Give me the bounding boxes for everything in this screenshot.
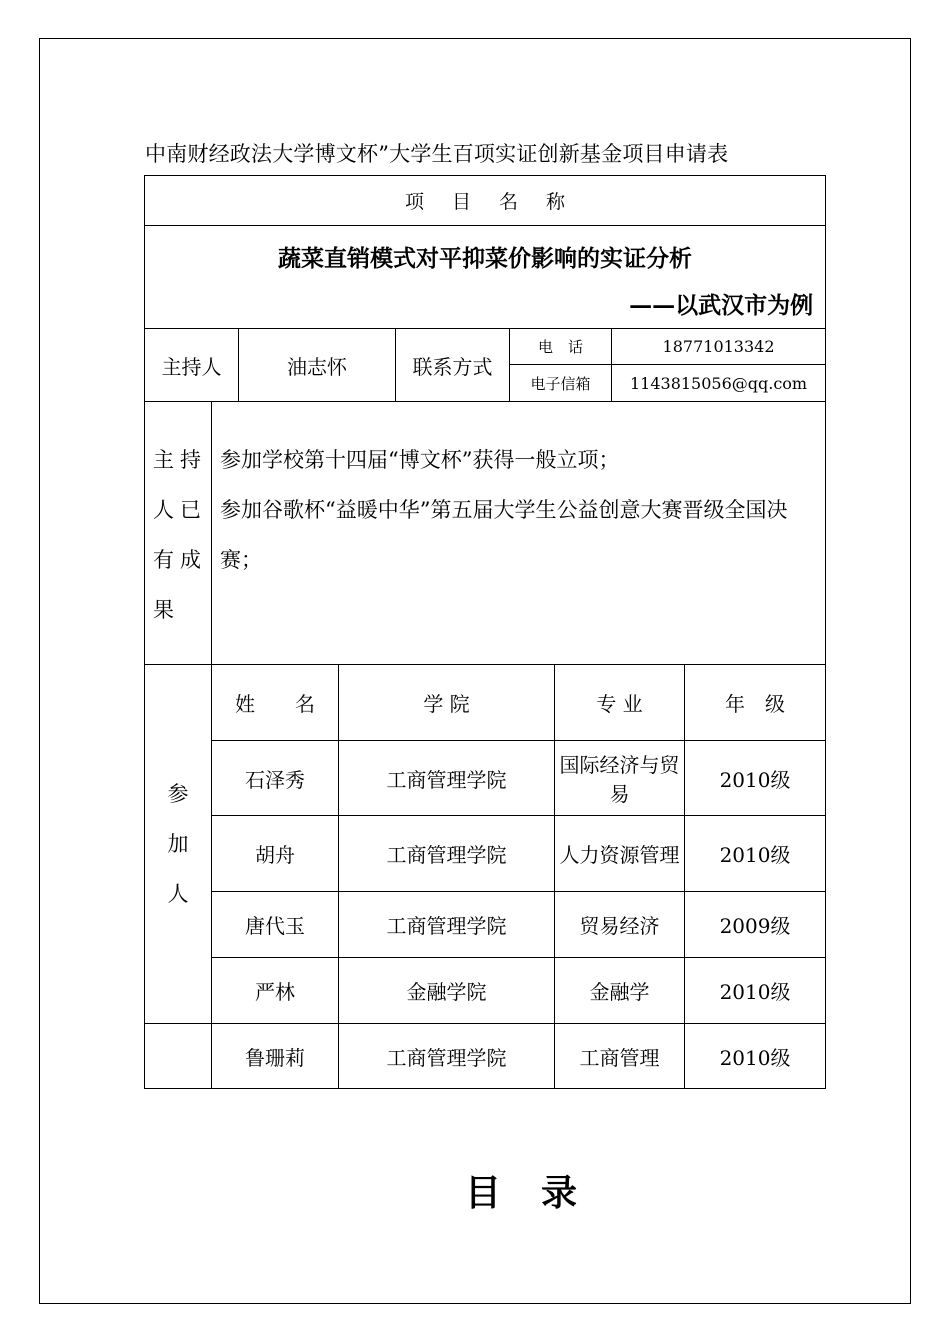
participants-label — [145, 665, 212, 1024]
header-college: 学 院 — [339, 665, 555, 741]
host-row-phone — [145, 329, 826, 365]
participants-label-char: 参 — [167, 782, 189, 806]
achievement-item: 参加谷歌杯“益暖中华”第五届大学生公益创意大赛晋级全国决赛； — [220, 498, 788, 572]
participant-grade: 2009级 — [685, 892, 826, 958]
form-title: 中南财经政法大学博文杯”大学生百项实证创新基金项目申请表 — [145, 142, 729, 166]
participant-college: 金融学院 — [339, 958, 555, 1024]
participant-grade: 2010级 — [685, 816, 826, 892]
participants-header-row — [145, 665, 826, 741]
phone-label: 电 话 — [510, 329, 612, 365]
participant-major: 金融学 — [555, 958, 685, 1024]
phone-value: 18771013342 — [612, 329, 826, 365]
table-row — [145, 892, 826, 958]
email-value: 1143815056@qq.com — [612, 365, 826, 402]
table-row — [145, 958, 826, 1024]
participant-name: 严林 — [212, 958, 339, 1024]
achievements-label — [145, 402, 212, 665]
project-name-cell — [145, 226, 826, 329]
participant-college: 工商管理学院 — [339, 892, 555, 958]
project-name-main: 蔬菜直销模式对平抑菜价影响的实证分析 — [278, 245, 693, 272]
empty-label-cell — [145, 1024, 212, 1089]
participant-college: 工商管理学院 — [339, 1024, 555, 1089]
table-row — [145, 741, 826, 816]
header-grade: 年 级 — [685, 665, 826, 741]
table-row — [145, 1024, 826, 1089]
participant-name: 石泽秀 — [212, 741, 339, 816]
participant-grade: 2010级 — [685, 741, 826, 816]
achievements-label-line: 人已 — [153, 498, 207, 522]
participant-name: 唐代玉 — [212, 892, 339, 958]
contact-label: 联系方式 — [396, 329, 510, 402]
participant-college: 工商管理学院 — [339, 741, 555, 816]
application-form-table — [144, 175, 826, 1089]
host-label: 主持人 — [145, 329, 239, 402]
participant-grade: 2010级 — [685, 1024, 826, 1089]
table-row — [145, 816, 826, 892]
project-name-row — [145, 226, 826, 329]
participant-major: 国际经济与贸易 — [555, 741, 685, 816]
participant-name: 鲁珊莉 — [212, 1024, 339, 1089]
participant-major: 人力资源管理 — [555, 816, 685, 892]
header-major: 专 业 — [555, 665, 685, 741]
host-name: 油志怀 — [239, 329, 396, 402]
project-name-sub: ——以武汉市为例 — [629, 292, 814, 319]
achievements-label-line: 果 — [153, 598, 180, 622]
participant-grade: 2010级 — [685, 958, 826, 1024]
participants-label-char: 加 — [167, 832, 189, 856]
header-name: 姓 名 — [212, 665, 339, 741]
participant-major: 工商管理 — [555, 1024, 685, 1089]
achievements-content — [212, 402, 826, 665]
participant-college: 工商管理学院 — [339, 816, 555, 892]
toc-title: 目录 — [465, 1172, 618, 1214]
achievements-row — [145, 402, 826, 665]
participant-name: 胡舟 — [212, 816, 339, 892]
project-header-row — [145, 176, 826, 226]
achievements-label-line: 主持 — [153, 448, 207, 472]
project-header: 项目名称 — [145, 176, 826, 226]
email-label: 电子信箱 — [510, 365, 612, 402]
achievement-item: 参加学校第十四届“博文杯”获得一般立项； — [220, 448, 620, 472]
achievements-label-line: 有成 — [153, 548, 207, 572]
participant-major: 贸易经济 — [555, 892, 685, 958]
participants-label-char: 人 — [167, 882, 189, 906]
